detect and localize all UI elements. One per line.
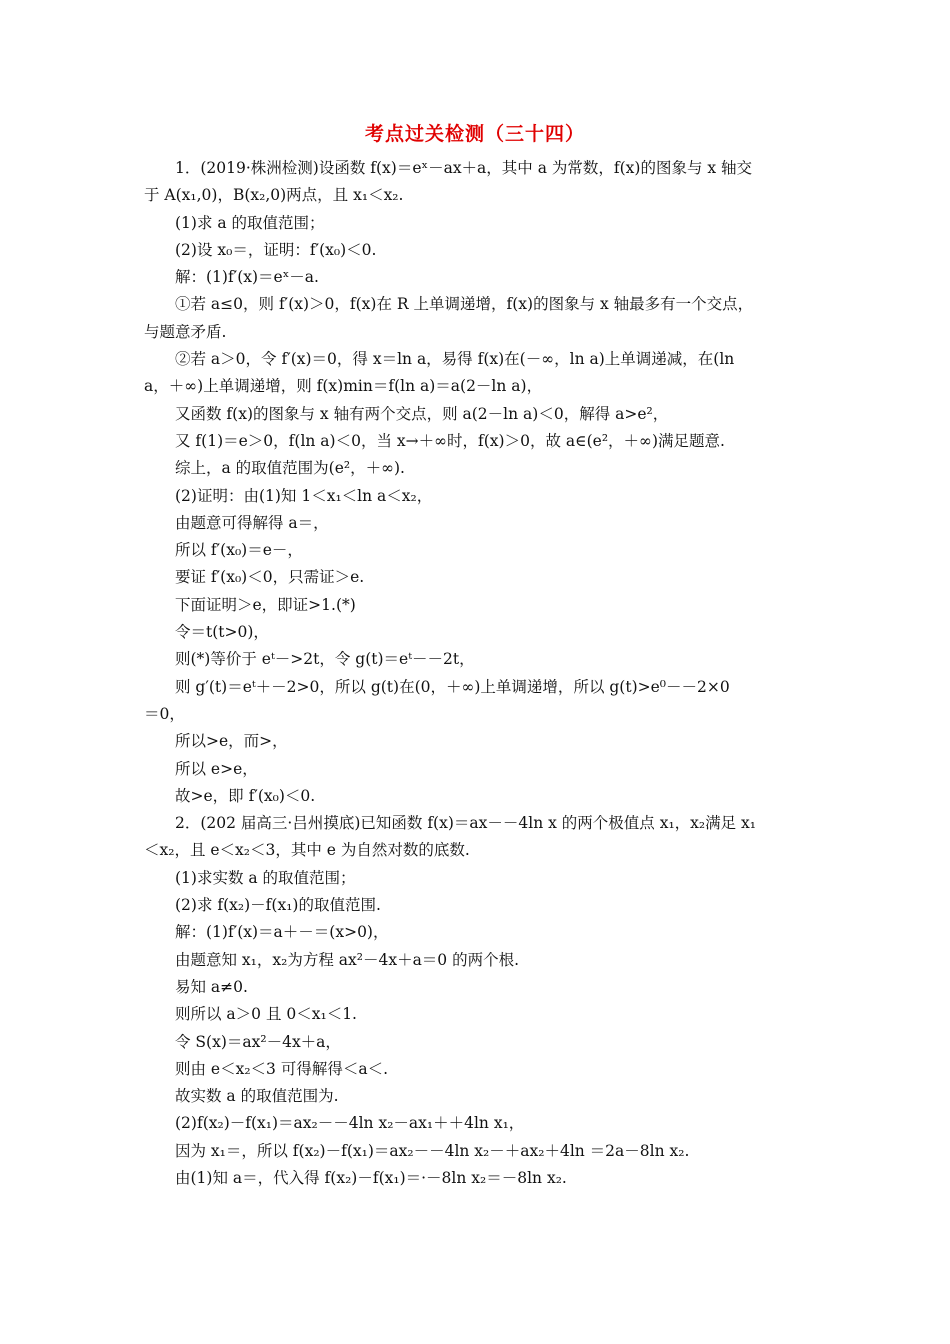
text-line: 易知 a≠0.	[175, 977, 248, 996]
text-line: (1)求 a 的取值范围；	[175, 213, 325, 232]
text-line: 令 S(x)＝ax²－4x＋a，	[175, 1032, 341, 1051]
text-line: ②若 a＞0，令 f′(x)＝0，得 x＝ln a，易得 f(x)在(－∞，ln a)上单调递减，在(ln	[175, 350, 735, 369]
text-line: 又 f(1)＝e＞0，f(ln a)＜0，当 x→＋∞时，f(x)＞0，故 a∈(e²，＋∞)满足题意.	[175, 431, 725, 450]
text-line: 所以 f′(x₀)＝e－，	[175, 541, 303, 560]
text-line: 则所以 a＞0 且 0＜x₁＜1.	[175, 1005, 357, 1024]
text-line: (2)f(x₂)－f(x₁)＝ax₂－－4ln x₂－ax₁＋＋4ln x₁，	[175, 1114, 525, 1133]
text-line: 由题意知 x₁，x₂为方程 ax²－4x＋a＝0 的两个根.	[175, 950, 520, 969]
text-line: 故实数 a 的取值范围为.	[175, 1087, 339, 1106]
text-line: 则 g′(t)＝eᵗ＋－2>0，所以 g(t)在(0，＋∞)上单调递增，所以 g(t)>e⁰－－2×0	[175, 677, 730, 696]
text-line: 又函数 f(x)的图象与 x 轴有两个交点，则 a(2－ln a)＜0，解得 a>e²，	[175, 404, 669, 423]
text-line: 解：(1)f′(x)＝a＋－＝(x>0)，	[175, 923, 389, 942]
text-line: 令＝t(t>0)，	[175, 623, 269, 642]
text-line: ＜x₂，且 e＜x₂＜3，其中 e 为自然对数的底数.	[144, 841, 470, 860]
text-line: ①若 a≤0，则 f′(x)＞0，f(x)在 R 上单调递增，f(x)的图象与 x 轴最多有一个交点，	[175, 295, 754, 314]
text-line: a，＋∞)上单调递增，则 f(x)min＝f(ln a)＝a(2－ln a)，	[144, 377, 543, 396]
text-line: 由题意可得解得 a＝，	[175, 513, 329, 532]
text-line: 解：(1)f′(x)＝eˣ－a.	[175, 268, 319, 287]
text-line: 下面证明＞e，即证>1.(*)	[175, 595, 356, 614]
text-line: 所以>e，而>，	[175, 732, 288, 751]
page-title: 考点过关检测（三十四）	[364, 123, 585, 145]
text-line: 1．(2019·株洲检测)设函数 f(x)＝eˣ－ax＋a，其中 a 为常数，f(x)的图象与 x 轴交	[175, 159, 753, 177]
text-line: 2．(202 届高三·吕州摸底)已知函数 f(x)＝ax－－4ln x 的两个极值点 x₁，x₂满足 x₁	[175, 814, 756, 833]
text-line: 综上，a 的取值范围为(e²，＋∞).	[175, 459, 405, 478]
text-line: 由(1)知 a＝，代入得 f(x₂)－f(x₁)＝·－8ln x₂＝－8ln x₂.	[175, 1168, 567, 1187]
text-line: ＝0，	[144, 704, 185, 723]
text-line: 则由 e＜x₂＜3 可得解得＜a＜.	[175, 1059, 389, 1078]
text-line: (2)设 x₀＝，证明：f′(x₀)＜0.	[175, 240, 377, 259]
document-body	[144, 155, 812, 1192]
text-line: 则(*)等价于 eᵗ－>2t，令 g(t)＝eᵗ－－2t，	[175, 650, 475, 669]
text-line: (2)证明：由(1)知 1＜x₁＜ln a＜x₂，	[175, 486, 433, 505]
text-line: 所以 e>e，	[175, 759, 258, 778]
text-line: (2)求 f(x₂)－f(x₁)的取值范围.	[175, 896, 381, 915]
text-line: 与题意矛盾.	[144, 322, 227, 341]
text-line: (1)求实数 a 的取值范围；	[175, 868, 356, 887]
text-line: 故>e，即 f′(x₀)＜0.	[175, 786, 316, 805]
text-line: 于 A(x₁,0)，B(x₂,0)两点，且 x₁＜x₂.	[144, 186, 404, 205]
text-line: 因为 x₁＝，所以 f(x₂)－f(x₁)＝ax₂－－4ln x₂－＋ax₂＋4ln ＝2a－8ln x₂.	[175, 1141, 690, 1160]
text-line: 要证 f′(x₀)＜0，只需证＞e.	[175, 568, 365, 587]
